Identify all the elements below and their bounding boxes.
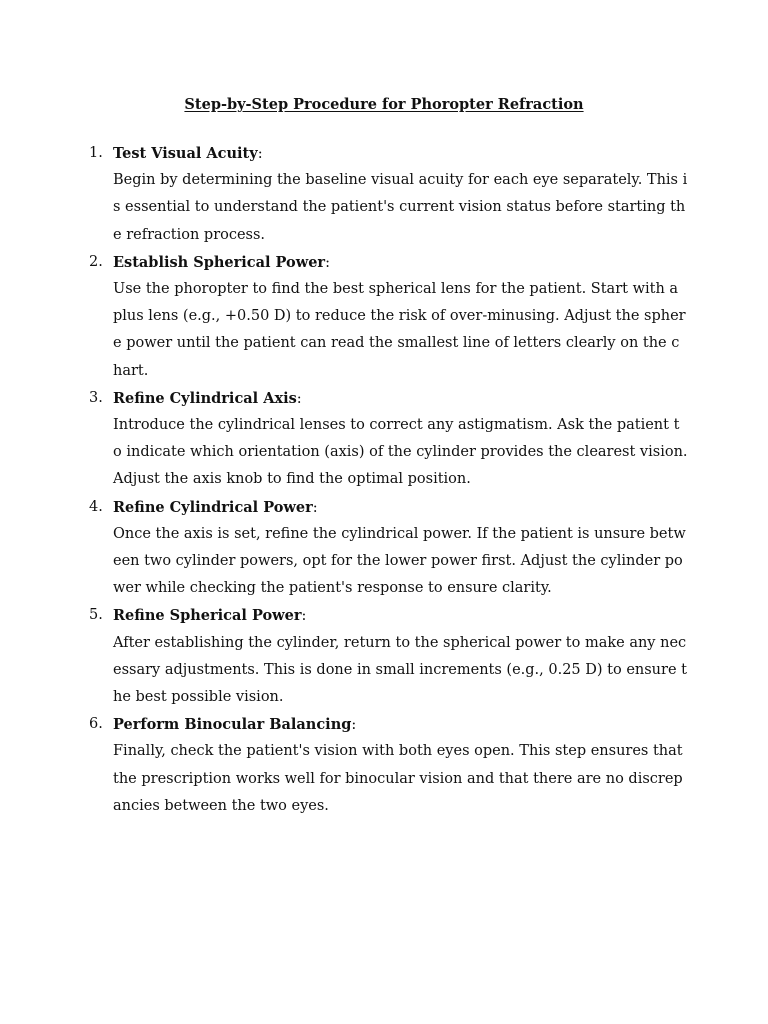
step-title-colon: : xyxy=(312,499,318,516)
step-title: Refine Spherical Power xyxy=(113,607,302,625)
step-number: 5. xyxy=(89,607,103,624)
step-item-2 xyxy=(0,249,768,385)
step-item-3 xyxy=(0,385,768,494)
step-number: 2. xyxy=(89,253,103,270)
page-title: Step-by-Step Procedure for Phoropter Refraction xyxy=(184,96,584,113)
step-header xyxy=(0,385,768,412)
step-item-1 xyxy=(0,140,768,249)
step-title: Test Visual Acuity xyxy=(113,145,258,162)
procedure-steps-list xyxy=(0,140,768,820)
step-title-colon: : xyxy=(325,254,330,271)
step-description: Introduce the cylindrical lenses to correct any astigmatism. Ask the patient to indicate which orientation (axis) of the cylinder provides the clearest vision. Adjust the axis knob to find the optimal position. xyxy=(113,416,688,488)
step-header xyxy=(0,494,768,521)
step-header xyxy=(0,711,768,738)
step-description: Finally, check the patient's vision with both eyes open. This step ensures that the prescription works well for binocular vision and that there are no discrepancies between the two eyes. xyxy=(113,743,683,814)
step-description: Use the phoropter to find the best spherical lens for the patient. Start with a plus lens (e.g., +0.50 D) to reduce the risk of over-minusing. Adjust the sphere power until the patient can read the smallest line of letters clearly on the chart. xyxy=(113,280,686,379)
step-title: Perform Binocular Balancing xyxy=(113,716,352,734)
step-title: Establish Spherical Power xyxy=(113,253,326,271)
step-number: 1. xyxy=(89,145,103,161)
step-title: Refine Cylindrical Power xyxy=(113,498,313,516)
step-number: 6. xyxy=(89,716,103,733)
step-description: Once the axis is set, refine the cylindrical power. If the patient is unsure between two cylinder powers, opt for the lower power first. Adjust the cylinder power while checking the patient's response to ensure clarity. xyxy=(113,525,686,597)
step-title-colon: : xyxy=(257,146,263,162)
step-number: 4. xyxy=(89,498,103,515)
step-header xyxy=(0,249,768,276)
step-header xyxy=(0,602,768,629)
step-item-4 xyxy=(0,494,768,603)
step-number: 3. xyxy=(89,389,103,406)
step-title-colon: : xyxy=(296,390,302,407)
step-header xyxy=(0,140,768,167)
step-item-5 xyxy=(0,602,768,711)
step-title-colon: : xyxy=(301,608,307,625)
step-title-colon: : xyxy=(351,717,357,734)
step-item-6 xyxy=(0,711,768,820)
step-description: Begin by determining the baseline visual acuity for each eye separately. This is essential to understand the patient's current vision status before starting the refraction process. xyxy=(113,172,688,243)
step-description: After establishing the cylinder, return to the spherical power to make any necessary adjustments. This is done in small increments (e.g., 0.25 D) to ensure the best possible vision. xyxy=(113,634,687,705)
step-title: Refine Cylindrical Axis xyxy=(113,389,297,407)
